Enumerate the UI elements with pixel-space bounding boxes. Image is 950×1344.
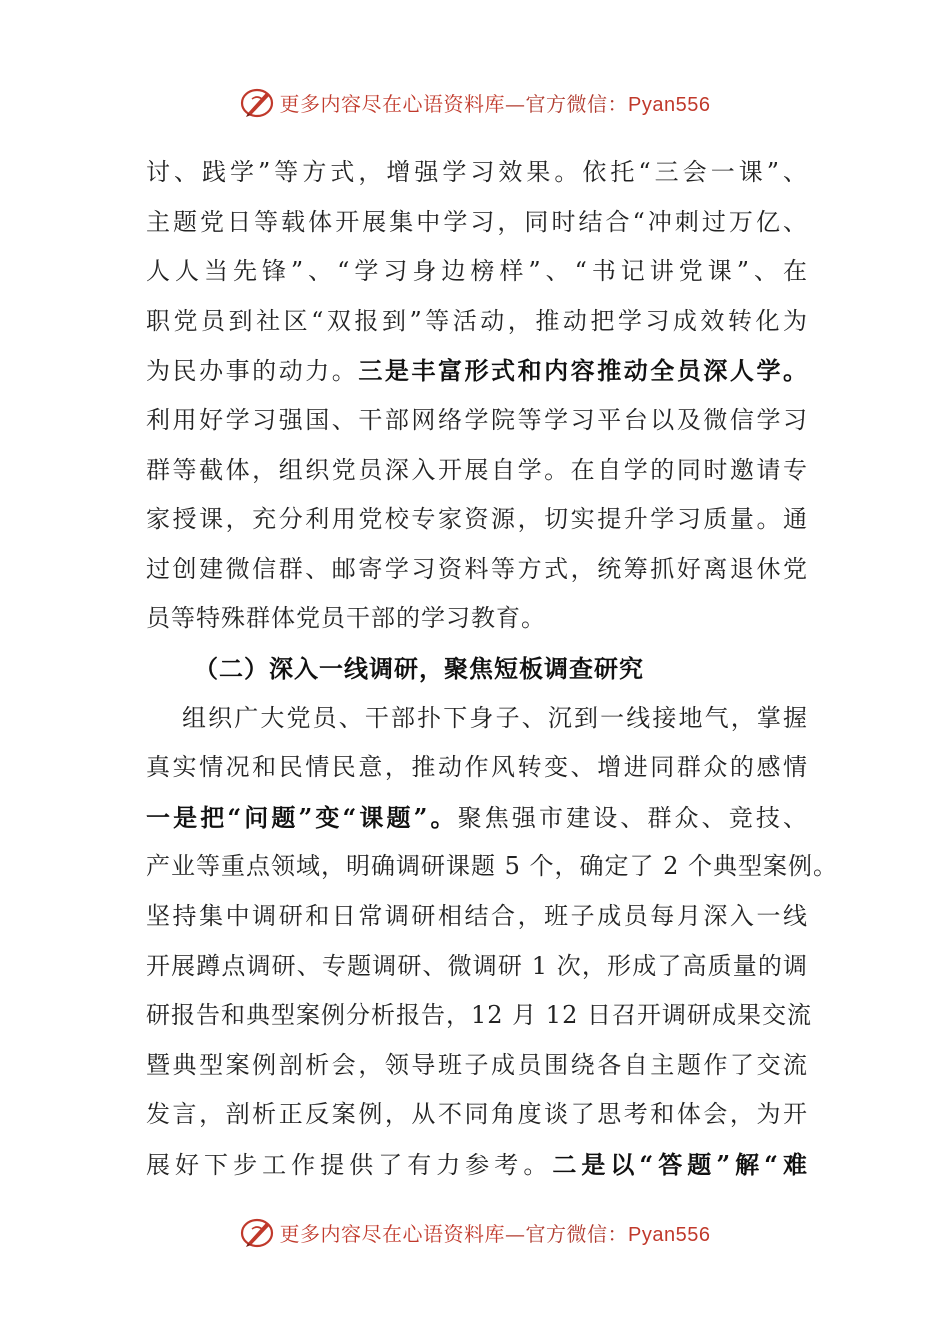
header-banner-text bbox=[280, 88, 711, 117]
text-run: 展好下步工作提供了有力参考。 bbox=[146, 1150, 553, 1179]
header-wechat-id: Pyan556 bbox=[628, 93, 711, 116]
text-line bbox=[146, 793, 808, 843]
text-line: 职党员到社区“双报到”等活动，推动把学习成效转化为 bbox=[146, 306, 808, 335]
text-line: 主题党日等载体开展集中学习，同时结合“冲刺过万亿、 bbox=[146, 207, 808, 236]
pen-logo-icon bbox=[240, 1215, 274, 1249]
text-line: 人人当先锋”、“学习身边榜样”、“书记讲党课”、在 bbox=[146, 257, 808, 286]
text-line: 产业等重点领域，明确调研课题 5 个，确定了 2 个典型案例。 bbox=[146, 852, 839, 881]
text-line: 组织广大党员、干部扑下身子、沉到一线接地气，掌握 bbox=[182, 703, 808, 732]
text-line: 群等截体，组织党员深入开展自学。在自学的同时邀请专 bbox=[146, 455, 808, 484]
text-line bbox=[146, 1140, 808, 1190]
footer-wechat-id: Pyan556 bbox=[628, 1223, 711, 1246]
document-body bbox=[146, 148, 839, 1189]
text-line: 开展蹲点调研、专题调研、微调研 1 次，形成了高质量的调 bbox=[146, 951, 808, 980]
section-heading: （二）深入一线调研，聚焦短板调查研究 bbox=[194, 653, 644, 683]
header-separator: — bbox=[505, 91, 526, 116]
text-line: 过创建微信群、邮寄学习资料等方式，统筹抓好离退休党 bbox=[146, 554, 808, 583]
bold-point-two: 二是以“答题”解“难 bbox=[552, 1149, 808, 1179]
footer-banner-text bbox=[280, 1218, 711, 1247]
text-line: 利用好学习强国、干部网络学院等学习平台以及微信学习 bbox=[146, 405, 808, 434]
footer-banner bbox=[0, 1212, 950, 1252]
footer-separator: — bbox=[505, 1221, 526, 1246]
header-banner bbox=[0, 82, 950, 122]
text-line: 讨、践学”等方式，增强学习效果。依托“三会一课”、 bbox=[146, 158, 808, 186]
text-line: 坚持集中调研和日常调研相结合，班子成员每月深入一线 bbox=[146, 901, 808, 930]
text-line bbox=[146, 346, 808, 396]
bold-point-three: 三是丰富形式和内容推动全员深人学。 bbox=[358, 356, 809, 386]
bold-point-one: 一是把“问题”变“课题”。 bbox=[146, 802, 458, 832]
text-line: 发言，剖析正反案例，从不同角度谈了思考和体会，为开 bbox=[146, 1100, 808, 1129]
text-line: 暨典型案例剖析会，领导班子成员围绕各自主题作了交流 bbox=[146, 1050, 808, 1079]
footer-site-name: 更多内容尽在心语资料库 bbox=[279, 1221, 506, 1246]
pen-logo-icon bbox=[240, 85, 274, 119]
text-line: 研报告和典型案例分析报告，12 月 12 日召开调研成果交流 bbox=[146, 1001, 812, 1030]
footer-wechat-label: 官方微信： bbox=[525, 1221, 629, 1246]
text-run: 为民办事的动力。 bbox=[146, 357, 359, 386]
text-run: 聚焦强市建设、群众、竞技、 bbox=[457, 803, 809, 832]
text-line: 员等特殊群体党员干部的学习教育。 bbox=[146, 604, 546, 633]
header-wechat-label: 官方微信： bbox=[525, 91, 629, 116]
text-line: 家授课，充分利用党校专家资源，切实提升学习质量。通 bbox=[146, 505, 808, 534]
header-site-name: 更多内容尽在心语资料库 bbox=[279, 91, 506, 116]
text-line: 真实情况和民情民意，推动作风转变、增进同群众的感情 bbox=[146, 753, 808, 782]
